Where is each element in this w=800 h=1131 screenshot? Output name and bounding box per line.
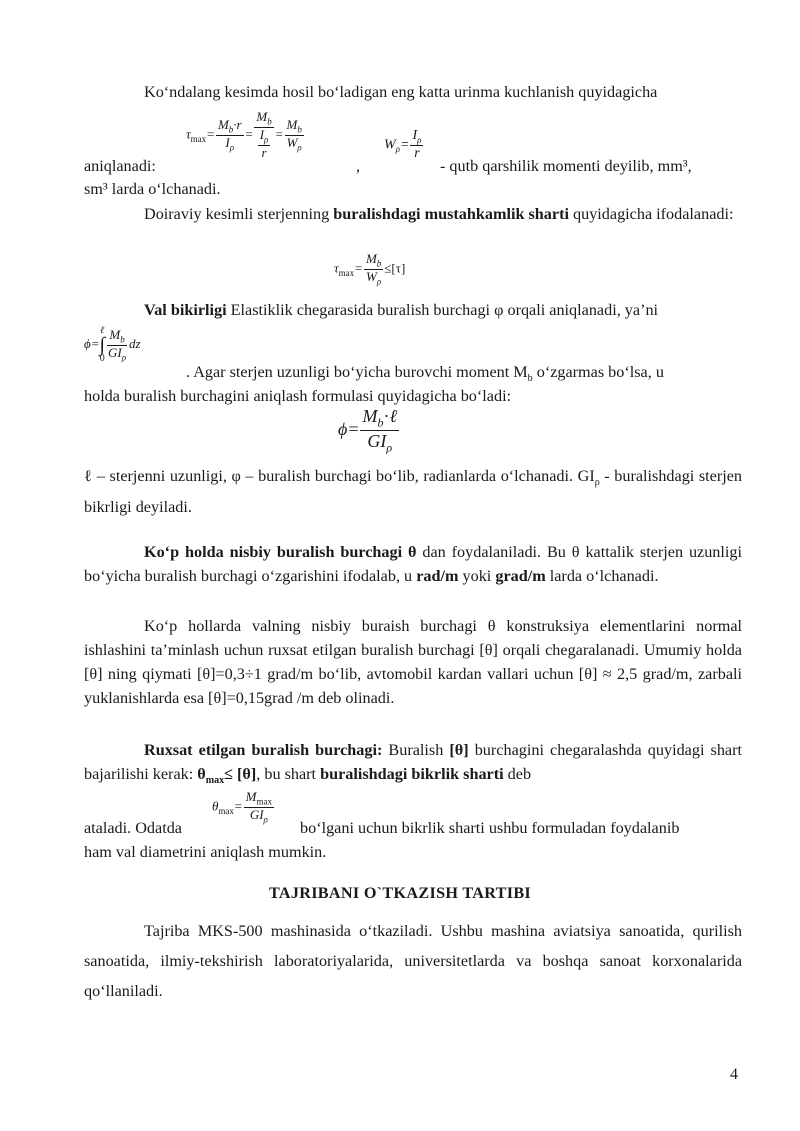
formula-w-rho: $W_\rho=$ $\frac{I_\rho}{r}$ bbox=[384, 128, 422, 162]
text-diameter: ham val diametrini aniqlash mumkin. bbox=[84, 843, 327, 861]
paragraph-relative-angle: Ko‘p holda nisbiy buralish burchagi θ dan foydalaniladi. Bu θ kattalik sterjen uzunligi bo‘yicha buralish burchagi o‘zgarishini ifodalab, u rad/m yoki grad/m larda o‘lchanadi. bbox=[84, 543, 742, 585]
section-heading: TAJRIBANI O`TKAZISH TARTIBI bbox=[268, 884, 532, 902]
formula-phi: ϕ= $\frac{M_b\cdot\ell}{GI_\rho}$ bbox=[338, 406, 397, 455]
text-units: sm³ larda o‘lchanadi. bbox=[84, 180, 221, 198]
paragraph-strength-condition: Doiraviy kesimli sterjenning buralishdagi mustahkamlik sharti quyidagicha ifodalanadi: bbox=[144, 205, 734, 223]
text-constant-moment: . Agar sterjen uzunligi bo‘yicha burovchi moment $M_b$ o‘zgarmas bo‘lsa, u bbox=[186, 363, 664, 385]
page-number: 4 bbox=[730, 1066, 738, 1083]
text-polar-modulus: - qutb qarshilik momenti deyilib, mm³, bbox=[440, 157, 692, 175]
paragraph-definitions: ℓ – sterjenni uzunligi, φ – buralish burchagi bo‘lib, radianlarda o‘lchanadi. $GI_\rho$ - buralishdagi sterjen bikrligi deyiladi. bbox=[84, 467, 743, 517]
formula-tau-max: $\tau_{max}=$ $\frac{M_b\cdot r}{I_\rho}$ = $\frac{M_b}{\frac{I_\rho}{r}}$ = $\frac{M_b}{W_\rho}$ bbox=[186, 109, 302, 160]
text-odatda: ataladi. Odatda bbox=[84, 819, 182, 837]
paragraph-allowed-angle: Ruxsat etilgan buralish burchagi: Buralish [θ] burchagini chegaralashda quyidagi shart bajarilishi kerak: $\theta_{max}\le [\theta]$, bu shart buralishdagi bikrlik sharti deb bbox=[84, 741, 742, 787]
paragraph-experiment: Tajriba MKS-500 mashinasida o‘tkaziladi. Ushbu mashina aviatsiya sanoatida, qurilish sanoatida, ilmiy-tekshirish laboratoriyalarida, universitetlarda va boshqa sanoat korxonalarida qo‘llaniladi. bbox=[84, 922, 742, 1000]
formula-phi-integral: ϕ= ℓ ∫ 0 $\frac{M_b}{GI_\rho}$ dz bbox=[84, 325, 141, 364]
paragraph-max-shear: Ko‘ndalang kesimda hosil bo‘ladigan eng katta urinma kuchlanish quyidagicha bbox=[144, 83, 658, 101]
text-comma: , bbox=[356, 157, 361, 175]
text-formula-intro: holda buralish burchagini aniqlash formulasi quyidagicha bo‘ladi: bbox=[84, 387, 512, 405]
formula-strength: $\tau_{max}=$ $\frac{M_b}{W_\rho}$ ≤[τ] bbox=[334, 251, 406, 287]
text-aniqlanadi: aniqlanadi: bbox=[84, 157, 156, 175]
paragraph-shaft-stiffness: Val bikirligi Elastiklik chegarasida buralish burchagi φ orqali aniqlanadi, ya’ni bbox=[144, 301, 659, 319]
paragraph-allowed-limits: Ko‘p hollarda valning nisbiy buraish burchagi θ konstruksiya elementlarini normal ishlashini ta’minlash uchun ruxsat etilgan buralish burchagi [θ] orqali chegaralanadi. Umumiy holda [θ] ning qiymati [θ]=0,3÷1 grad/m bo‘lib, avtomobil kardan vallari uchun [θ] ≈ 2,5 grad/m, zarbali yuklanishlarda esa [θ]=0,15grad /m deb olinadi. bbox=[84, 617, 742, 707]
formula-theta-max: $\theta_{max}=$ $\frac{M_{max}}{GI_\rho}$ bbox=[212, 789, 273, 825]
text-stiffness-use: bo‘lgani uchun bikrlik sharti ushbu formuladan foydalanib bbox=[300, 819, 680, 837]
